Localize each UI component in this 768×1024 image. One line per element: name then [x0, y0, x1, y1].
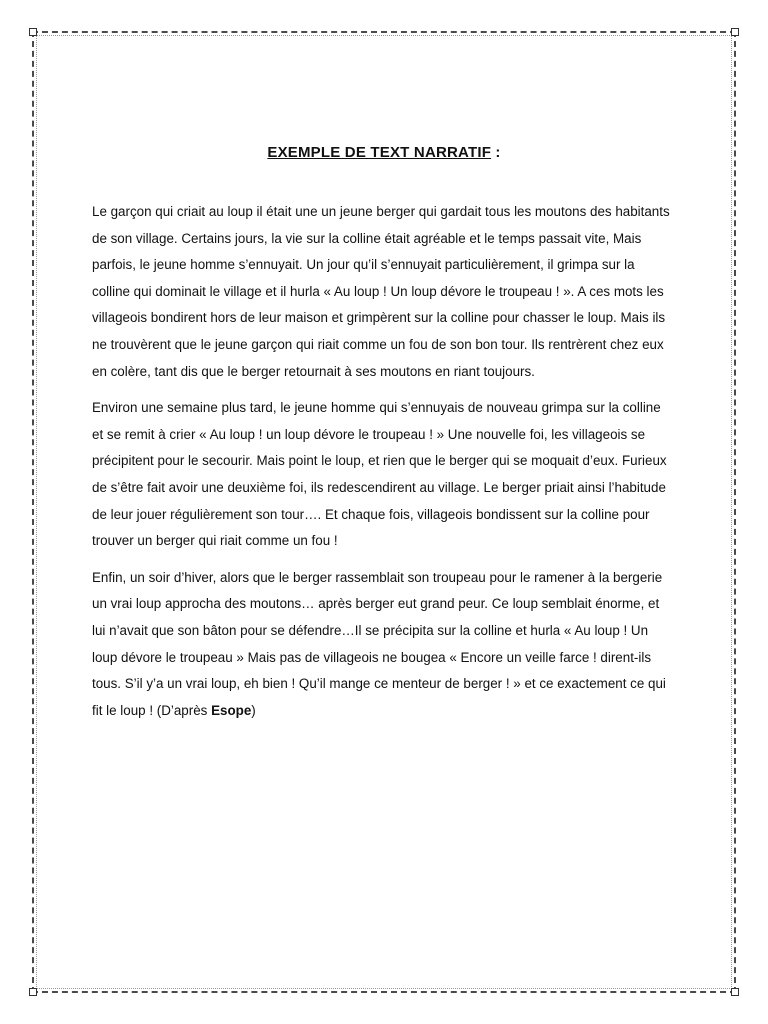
paragraph-3-closing: )	[251, 702, 256, 718]
border-corner-bottom-left	[29, 988, 37, 996]
document-title-text: EXEMPLE DE TEXT NARRATIF	[267, 144, 492, 161]
paragraph-3-text: Enfin, un soir d’hiver, alors que le berger rassemblait son troupeau pour le ramener à la bergerie un vrai loup approcha des moutons… après berger eut grand peur. Ce loup semblait énorme, et lui n’avait que son bâton pour se défendre…Il se précipita sur la colline et hurla « Au loup ! Un loup dévore le troupeau » Mais pas de villageois ne bougea « Encore un veille farce ! dirent-ils tous. S’il y’a un vrai loup, eh bien ! Qu’il mange ce menteur de berger ! » et ce exactement ce qui fit le loup ! (D’après	[92, 569, 666, 718]
paragraph-2: Environ une semaine plus tard, le jeune homme qui s’ennuyais de nouveau grimpa sur la colline et se remit à crier « Au loup ! un loup dévore le troupeau ! » Une nouvelle foi, les villageois se précipitent pour le secourir. Mais point le loup, et rien que le berger qui se moquait d’eux. Furieux de s’être fait avoir une deuxième foi, ils redescendirent au village. Le berger priait ainsi l’habitude de leur jouer régulièrement son tour…. Et chaque fois, villageois bondissent sur la colline pour trouver un berger qui riait comme un fou !	[92, 400, 667, 549]
paragraph-3	[92, 565, 672, 725]
author-name: Esope	[211, 702, 252, 718]
border-corner-top-right	[731, 28, 739, 36]
document-title-suffix: :	[491, 144, 501, 161]
border-corner-bottom-right	[731, 988, 739, 996]
document-body	[92, 199, 672, 734]
document-title	[0, 144, 768, 161]
paragraph-1: Le garçon qui criait au loup il était une un jeune berger qui gardait tous les moutons des habitants de son village. Certains jours, la vie sur la colline était agréable et le temps passait vite, Mais parfois, le jeune homme s’ennuyait. Un jour qu’il s’ennuyait particulièrement, il grimpa sur la colline qui dominait le village et il hurla « Au loup ! Un loup dévore le troupeau ! ». A ces mots les villageois bondirent hors de leur maison et grimpèrent sur la colline pour chasser le loup. Mais ils ne trouvèrent que le jeune garçon qui riait comme un fou de son bon tour. Ils rentrèrent chez eux en colère, tant dis que le berger retournait à ses moutons en riant toujours.	[92, 204, 670, 379]
border-corner-top-left	[29, 28, 37, 36]
